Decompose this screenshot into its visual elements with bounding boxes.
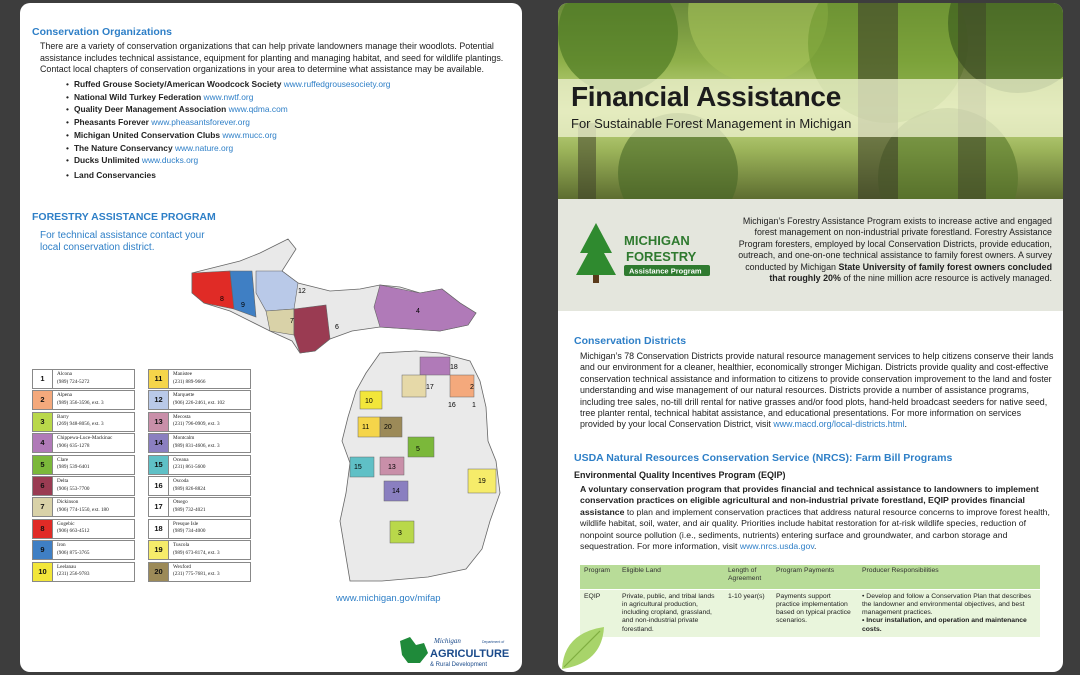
district-name: Leelanau <box>57 563 77 570</box>
district-phone: (231) 775-7681, ext. 3 <box>173 571 220 578</box>
map-label: 1 <box>472 402 476 409</box>
district-entry <box>148 390 251 410</box>
org-link[interactable]: www.ruffedgrousesociety.org <box>283 79 391 89</box>
table-cell: 1-10 year(s) <box>724 589 772 637</box>
district-info <box>173 564 220 579</box>
map-label: 13 <box>388 464 396 471</box>
logo-text: AGRICULTURE <box>430 648 510 660</box>
district-phone: (989) 831-4606, ext. 3 <box>173 442 220 449</box>
district-phone: (231) 889-9666 <box>173 378 206 385</box>
map-label: 10 <box>365 398 373 405</box>
map-label: 5 <box>416 446 420 453</box>
district-entry <box>32 562 135 582</box>
district-entry <box>32 433 135 453</box>
district-info <box>173 435 220 450</box>
district-number: 16 <box>149 477 169 495</box>
district-phone: (906) 663-4512 <box>57 528 90 535</box>
district-entry <box>32 497 135 517</box>
district-number: 15 <box>149 456 169 474</box>
subtitle-line: local conservation district. <box>40 241 155 253</box>
intro-text: Michigan’s Forestry Assistance Program exists to increase active and engaged forest management on non-industrial private forestland. Forestry Assistance Program foresters, employed by local Conservation Districts, provide education, outreach, and one-on-one technical assistance to family forest owners. A survey conducted by Michigan <box>738 216 1052 272</box>
district-delta <box>294 305 330 353</box>
district-phone: (989) 732-4021 <box>173 506 206 513</box>
fap-title: FORESTRY ASSISTANCE PROGRAM <box>32 211 216 223</box>
district-number: 5 <box>33 456 53 474</box>
logo-text: MICHIGAN <box>624 233 690 248</box>
nrcs-title: USDA Natural Resources Conservation Service (NRCS): Farm Bill Programs <box>574 452 953 464</box>
district-info <box>173 392 225 407</box>
map-label: 11 <box>362 424 370 431</box>
nrcs-link[interactable]: www.nrcs.usda.gov <box>739 541 815 552</box>
district-number: 8 <box>33 520 53 538</box>
district-clare <box>408 437 434 457</box>
map-label: 20 <box>384 424 392 431</box>
column-header: Program Payments <box>772 565 858 589</box>
paragraph: Michigan’s 78 Conservation Districts provide natural resource management services to help citizens conserve their lands and our environment for a cleaner, healthier, economically stronger Michigan. Districts provide quality and cost-effective conservation technical assistance and information to citizens to provide conservation improvement to the land and foster understanding and wise management of our natural resources. Districts provide a number of assistance programs, including tree sales, no-till drill rental for native grasses and/or food plots, hand-held broadcast seeders for native seed, tree planter rental, technical habitat assistance, and educational presentations. For more information on services provided by your local Conservation District, visit <box>580 351 1054 430</box>
table-row <box>580 589 1040 637</box>
district-entry <box>148 519 251 539</box>
responsibilities-list <box>862 593 1036 634</box>
district-number: 1 <box>33 370 53 388</box>
mifap-link[interactable]: www.michigan.gov/mifap <box>336 593 441 604</box>
district-phone: (989) 826-8824 <box>173 485 206 492</box>
intro-line: assistance includes technical assistance, equipment for planting and managing habitat, and seed for wildlife plantings. <box>40 52 504 63</box>
map-label: 18 <box>450 364 458 371</box>
district-info <box>57 457 89 472</box>
table-cell: EQIP <box>580 589 618 637</box>
eqip-bold-text: A voluntary conservation program that provides financial and technical assistance to landowners to implement conservation practices on eligible agricultural and non-industrial private forestland, EQIP provides financial assistance <box>580 484 1039 517</box>
conservation-orgs-intro <box>40 41 503 76</box>
right-page <box>558 3 1063 672</box>
intro-highlight: State University of family forest owners concluded that roughly 20% <box>769 261 1052 284</box>
macd-link[interactable]: www.macd.org/local-districts.html <box>773 419 905 430</box>
column-header: Length of Agreement <box>724 565 772 589</box>
district-info <box>57 392 104 407</box>
district-entry <box>148 476 251 496</box>
district-name: Otsego <box>173 499 188 506</box>
michigan-shape-icon <box>400 637 428 663</box>
map-label: 2 <box>470 384 474 391</box>
eqip-text <box>580 484 1056 552</box>
conservation-districts-title: Conservation Districts <box>574 335 687 347</box>
map-label: 6 <box>335 324 339 331</box>
district-info <box>57 435 112 450</box>
district-number: 20 <box>149 563 169 581</box>
district-name: Gogebic <box>57 520 75 527</box>
district-gogebic <box>192 271 234 309</box>
list-item <box>66 154 390 167</box>
table-cell: Private, public, and tribal lands in agricultural production, including cropland, grassland, and non-industrial private forestland. <box>618 589 724 637</box>
program-table <box>580 565 1040 637</box>
district-number: 2 <box>33 391 53 409</box>
district-entry <box>148 455 251 475</box>
column-header: Program <box>580 565 618 589</box>
mda-logo <box>394 633 514 669</box>
district-info <box>57 542 89 557</box>
district-number: 3 <box>33 413 53 431</box>
district-name: Oceana <box>173 456 189 463</box>
district-name: Clare <box>57 456 69 463</box>
district-name: Marquette <box>173 392 195 399</box>
district-info <box>173 499 205 514</box>
district-phone: (906) 774-1550, ext. 180 <box>57 506 109 513</box>
district-name: Presque Isle <box>173 520 199 527</box>
org-name: Ruffed Grouse Society/American Woodcock Society <box>73 79 282 89</box>
district-info <box>173 521 205 536</box>
logo-text: FORESTRY <box>626 249 697 264</box>
district-number: 6 <box>33 477 53 495</box>
district-name: Delta <box>57 478 69 484</box>
district-info <box>57 478 89 493</box>
intro-line: Contact local chapters of conservation organizations in your area to determine what assistance may be available. <box>40 64 484 75</box>
org-name: The Nature Conservancy <box>73 142 173 153</box>
org-link[interactable]: www.ducks.org <box>141 155 199 166</box>
district-phone: (989) 356-3596, ext. 3 <box>57 399 104 406</box>
map-label: 9 <box>241 302 245 309</box>
org-name: National Wild Turkey Federation <box>73 91 202 102</box>
district-phone: (906) 875-3765 <box>57 549 90 556</box>
district-info <box>57 564 89 579</box>
district-entry <box>148 369 251 389</box>
district-phone: (906) 226-2461, ext. 102 <box>173 399 225 406</box>
logo-text: Department of <box>482 640 505 644</box>
district-number: 7 <box>33 498 53 516</box>
district-info <box>173 457 205 472</box>
district-phone: (906) 553-7700 <box>57 485 90 492</box>
district-entry <box>148 562 251 582</box>
list-item <box>66 116 390 129</box>
org-name: Michigan United Conservation Clubs <box>73 129 221 140</box>
org-link[interactable]: www.nwtf.org <box>203 91 254 102</box>
conservation-districts-text <box>580 351 1054 431</box>
district-phone: (989) 734-4000 <box>173 528 206 535</box>
subtitle-line: For technical assistance contact your <box>40 230 205 241</box>
district-name: Wexford <box>173 563 192 570</box>
district-info <box>173 414 220 429</box>
map-label: 15 <box>354 464 362 471</box>
district-entry <box>148 540 251 560</box>
table-header-row <box>580 565 1040 589</box>
district-name: Manistee <box>173 371 193 377</box>
list-item <box>66 169 390 182</box>
paragraph-end: . <box>904 419 908 430</box>
district-name: Alcona <box>57 371 72 377</box>
district-phone: (231) 861-5600 <box>173 464 206 471</box>
org-name: Pheasants Forever <box>73 117 149 128</box>
district-info <box>57 521 89 536</box>
list-item <box>66 142 390 155</box>
district-name: Alpena <box>57 392 72 399</box>
district-number: 13 <box>149 413 169 431</box>
paragraph-end: . <box>814 541 817 552</box>
district-otsego <box>402 375 426 397</box>
district-number: 9 <box>33 541 53 559</box>
map-label: 8 <box>220 296 224 303</box>
district-entry <box>32 412 135 432</box>
district-name: Montcalm <box>173 435 195 442</box>
column-header: Eligible Land <box>618 565 724 589</box>
map-label: 7 <box>290 318 294 325</box>
district-chippewa <box>374 285 476 331</box>
column-header: Producer Responsibilities <box>858 565 1040 589</box>
district-entry <box>148 497 251 517</box>
district-entry <box>32 369 135 389</box>
tree-trunk-icon <box>593 275 599 283</box>
table-cell: Payments support practice implementation based on typical practice scenarios. <box>772 589 858 637</box>
org-name: Ducks Unlimited <box>73 155 140 166</box>
district-number: 4 <box>33 434 53 452</box>
district-name: Mecosta <box>173 413 191 420</box>
tree-icon <box>576 223 616 275</box>
district-entry <box>32 476 135 496</box>
org-link[interactable]: www.mucc.org <box>222 129 277 140</box>
intro-line: There are a variety of conservation organizations that can help private landowners manage their woodlots. Potential <box>40 41 494 51</box>
left-page <box>20 3 522 672</box>
district-info <box>57 414 104 429</box>
district-info <box>173 542 220 557</box>
district-phone: (989) 673-8174, ext. 3 <box>173 549 220 556</box>
org-name: Quality Deer Management Association <box>73 104 227 115</box>
map-label: 3 <box>398 530 402 537</box>
org-name: Land Conservancies <box>73 169 156 180</box>
district-number: 12 <box>149 391 169 409</box>
list-item <box>66 78 390 91</box>
district-number: 19 <box>149 541 169 559</box>
list-item <box>66 103 390 116</box>
district-presque-isle <box>420 357 450 375</box>
map-label: 4 <box>416 308 420 315</box>
district-info <box>173 371 205 386</box>
district-info <box>57 371 89 386</box>
district-name: Tuscola <box>173 542 190 549</box>
district-name: Chippewa-Luce-Mackinac <box>57 435 113 442</box>
org-link[interactable]: www.nature.org <box>174 142 234 153</box>
district-entry <box>32 390 135 410</box>
district-name: Oscoda <box>173 478 189 484</box>
district-entry <box>148 412 251 432</box>
eqip-title: Environmental Quality Incentives Program (EQIP) <box>574 470 786 480</box>
intro-paragraph <box>732 216 1052 284</box>
page-subtitle: For Sustainable Forest Management in Michigan <box>571 116 852 131</box>
district-phone: (906) 635-1278 <box>57 442 90 449</box>
district-barry <box>390 521 414 543</box>
district-entry <box>32 455 135 475</box>
logo-text: & Rural Development <box>430 662 488 668</box>
table-cell <box>858 589 1040 637</box>
list-item <box>66 91 390 104</box>
hero-photo <box>558 3 1063 199</box>
intro-text: of the nine million acre resource is actively managed. <box>840 273 1052 284</box>
page-title: Financial Assistance <box>571 81 841 112</box>
map-label: 12 <box>298 288 306 295</box>
district-entry <box>32 540 135 560</box>
district-name: Iron <box>57 542 66 549</box>
district-number: 10 <box>33 563 53 581</box>
conservation-orgs-list <box>66 78 390 182</box>
district-number: 14 <box>149 434 169 452</box>
conservation-orgs-title: Conservation Organizations <box>32 26 173 38</box>
paragraph: to plan and implement conservation practices that address natural resource concerns to improve forest health, wildlife habitat, soil, water, and air quality. Priorities include habitat restoration for at-risk wildlife species, reduction of nonpoint source pollution (i.e., sediments, nutrients) entering surface and groundwater, and carbon storage and sequestration. For more information, visit <box>580 506 1050 552</box>
map-label: 14 <box>392 488 400 495</box>
district-phone: (989) 539-6401 <box>57 464 90 471</box>
district-number: 11 <box>149 370 169 388</box>
district-info <box>173 478 205 493</box>
org-link[interactable]: www.qdma.com <box>228 104 288 115</box>
district-name: Barry <box>57 413 69 420</box>
district-entry <box>148 433 251 453</box>
map-label: 19 <box>478 478 486 485</box>
district-name: Dickinson <box>57 499 79 506</box>
district-number: 17 <box>149 498 169 516</box>
logo-text: Michigan <box>434 637 461 645</box>
list-item <box>66 129 390 142</box>
district-entry <box>32 519 135 539</box>
list-item: • Develop and follow a Conservation Plan that describes the landowner and environmental objectives, and best management practices. <box>862 593 1036 618</box>
list-item: • Incur installation, and operation and maintenance costs. <box>862 617 1036 634</box>
district-number: 18 <box>149 520 169 538</box>
district-phone: (989) 724-5272 <box>57 378 90 385</box>
district-phone: (269) 948-8056, ext. 3 <box>57 421 104 428</box>
district-phone: (231) 256-9783 <box>57 571 90 578</box>
org-link[interactable]: www.pheasantsforever.org <box>151 117 250 128</box>
district-info <box>57 499 109 514</box>
district-phone: (231) 796-0909, ext. 3 <box>173 421 220 428</box>
map-label: 17 <box>426 384 434 391</box>
map-label: 16 <box>448 402 456 409</box>
leaf-icon <box>558 623 608 672</box>
logo-text: Assistance Program <box>629 266 702 276</box>
michigan-forestry-logo <box>566 219 716 287</box>
